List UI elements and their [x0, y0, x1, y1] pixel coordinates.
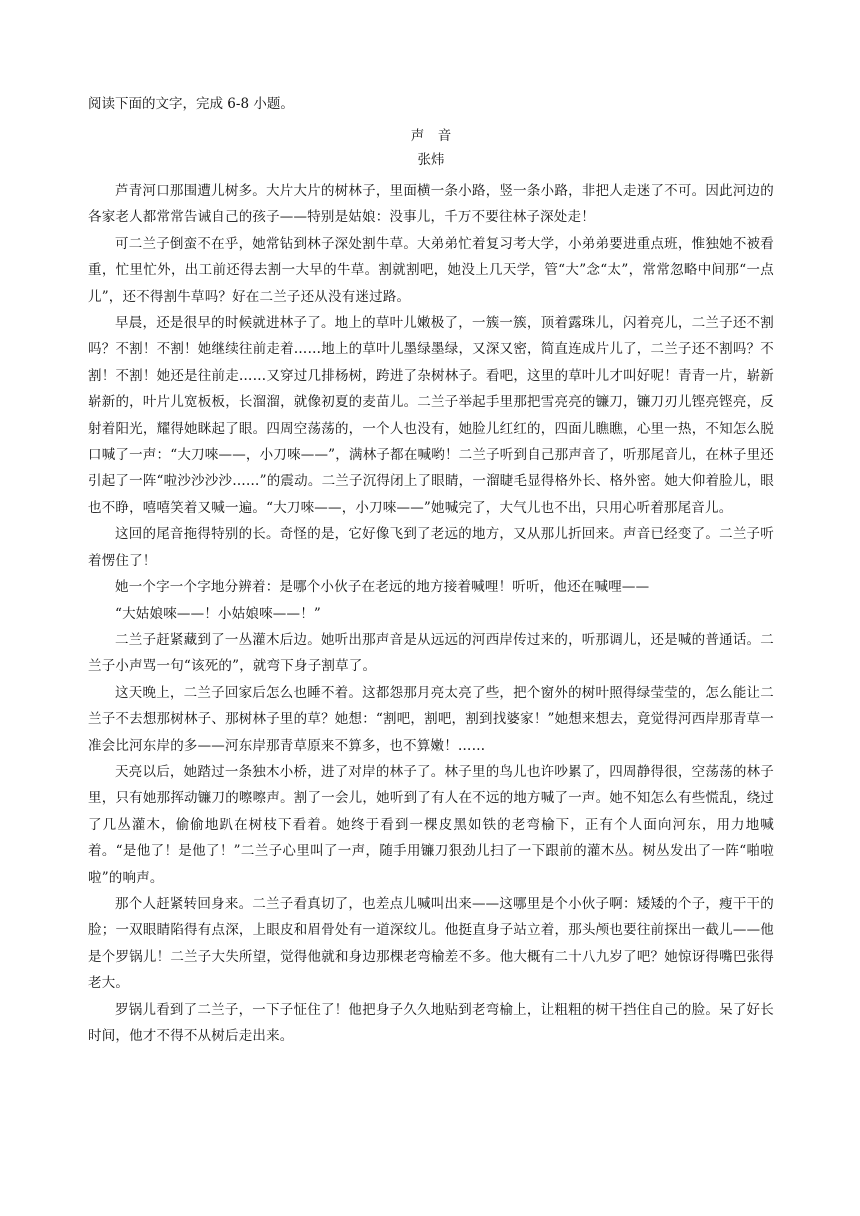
reading-instruction: 阅读下面的文字，完成 6-8 小题。 — [88, 96, 294, 112]
paragraph: 她一个字一个字地分辨着：是哪个小伙子在老远的地方接着喊哩！听听，他还在喊哩—— — [115, 579, 650, 596]
paragraph: 这天晚上，二兰子回家后怎么也睡不着。这都怨那月亮太亮了些，把个窗外的树叶照得绿莹莹的，怎么能让二兰子不去想那树林子、那树林子里的草？她想：“割吧，割吧，割到找婆家！”她想来想去，竟觉得河西岸那青草一准会比河东岸的多——河东岸那青草原来不算多，也不算嫩！…… — [88, 684, 774, 754]
paragraph: 可二兰子倒蛮不在乎，她常钻到林子深处割牛草。大弟弟忙着复习考大学，小弟弟要进重点班，惟独她不被看重，忙里忙外，出工前还得去割一大早的牛草。割就割吧，她没上几天学，管“大”念“太”，常常忽略中间那“一点儿”，还不得割牛草吗？好在二兰子还从没有迷过路。 — [88, 235, 774, 305]
article-author: 张炜 — [417, 152, 445, 168]
paragraph: 二兰子赶紧藏到了一丛灌木后边。她听出那声音是从远远的河西岸传过来的，听那调儿，还是喊的普通话。二兰子小声骂一句“该死的”，就弯下身子割草了。 — [88, 631, 774, 675]
paragraph: 早晨，还是很早的时候就进林子了。地上的草叶儿嫩极了，一簇一簇，顶着露珠儿，闪着亮儿，二兰子还不割吗？不割！不割！她继续往前走着……地上的草叶儿墨绿墨绿，又深又密，简直连成片儿了，二兰子还不割吗？不割！不割！她还是往前走……又穿过几排杨树，跨进了杂树林子。看吧，这里的草叶儿才叫好呢！青青一片，崭新崭新的，叶片儿宽板板，长溜溜，就像初夏的麦苗儿。二兰子举起手里那把雪亮亮的镰刀，镰刀刃儿铿亮铿亮，反射着阳光，耀得她眯起了眼。四周空荡荡的，一个人也没有，她脸儿红红的，四面儿瞧瞧，心里一热，不知怎么脱口喊了一声：“大刀唻——，小刀唻——”，满林子都在喊哟！二兰子听到自己那声音了，听那尾音儿，在林子里还引起了一阵“啦沙沙沙沙……”的震动。二兰子沉得闭上了眼睛，一溜睫毛显得格外长、格外密。她大仰着脸儿，眼也不睁，嘻嘻笑着又喊一遍。“大刀唻——，小刀唻——”她喊完了，大气儿也不出，只用心听着那尾音儿。 — [88, 315, 774, 516]
paragraph: 罗锅儿看到了二兰子，一下子怔住了！他把身子久久地贴到老弯榆上，让粗粗的树干挡住自己的脸。呆了好长时间，他才不得不从树后走出来。 — [88, 1001, 774, 1044]
paragraph: 芦青河口那围遭儿树多。大片大片的树林子，里面横一条小路，竖一条小路，非把人走迷了不可。因此河边的各家老人都常常告诫自己的孩子——特别是姑娘：没事儿，千万不要往林子深处走！ — [88, 183, 774, 226]
paragraph: 这回的尾音拖得特别的长。奇怪的是，它好像飞到了老远的地方，又从那儿折回来。声音已经变了。二兰子听着愣住了！ — [88, 526, 774, 569]
paragraph: 天亮以后，她踏过一条独木小桥，进了对岸的林子了。林子里的鸟儿也许吵累了，四周静得很，空荡荡的林子里，只有她那挥动镰刀的嚓嚓声。割了一会儿，她听到了有人在不远的地方喊了一声。她不知怎么有些慌乱，绕过了几丛灌木，偷偷地趴在树枝下看着。她终于看到一棵皮黑如铁的老弯榆下，正有个人面向河东，用力地喊着。“是他了！是他了！”二兰子心里叫了一声，随手用镰刀狠劲儿扫了一下跟前的灌木丛。树丛发出了一阵“啪啦啦”的响声。 — [88, 763, 774, 886]
paragraph: “大姑娘唻——！小姑娘唻——！” — [115, 605, 322, 622]
article-title: 声 音 — [410, 128, 452, 144]
paragraph: 那个人赶紧转回身来。二兰子看真切了，也差点儿喊叫出来——这哪里是个小伙子啊：矮矮的个子，瘦干干的脸；一双眼睛陷得有点深，上眼皮和眉骨处有一道深纹儿。他挺直身子站立着，那头颅也要往前探出一截儿——他是个罗锅儿！二兰子大失所望，觉得他就和身边那棵老弯榆差不多。他大概有二十八九岁了吧？她惊讶得嘴巴张得老大。 — [88, 895, 774, 992]
article-body — [88, 178, 774, 1049]
document-page — [88, 91, 774, 1049]
